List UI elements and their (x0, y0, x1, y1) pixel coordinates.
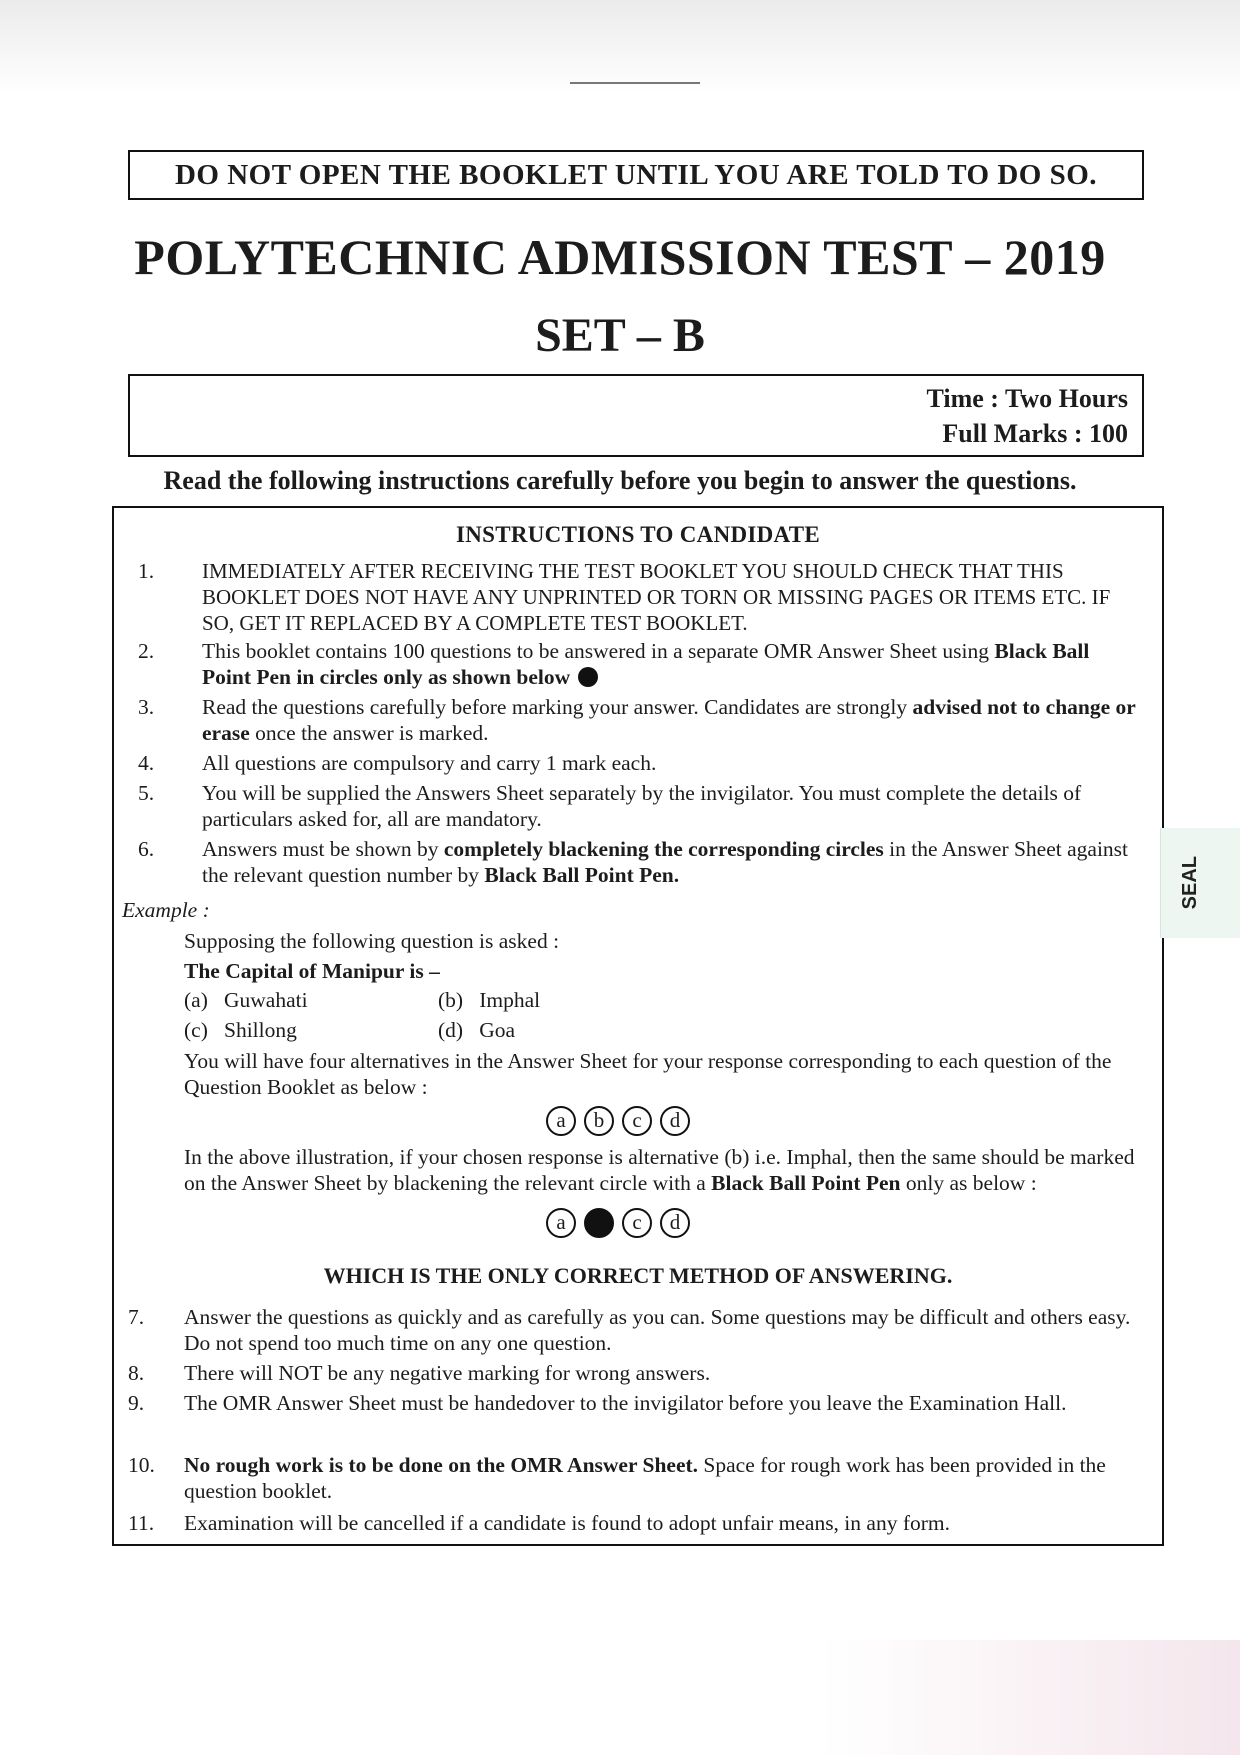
option-text: Guwahati (224, 988, 308, 1012)
filled-circle-icon (584, 1208, 614, 1238)
illustration-text-bold: Black Ball Point Pen (711, 1171, 901, 1195)
time-marks-box (128, 374, 1144, 457)
circle-option-icon: c (622, 1106, 652, 1136)
filled-circle-icon (578, 667, 598, 687)
item-number: 10. (128, 1453, 155, 1477)
illustration-text-part: In the above illustration, if your chosen response is alternative (b) i.e. Imphal, then the same should be marked on the Answer Sheet by blackening the relevant circle with a (184, 1145, 1135, 1195)
item-text (202, 694, 1138, 746)
scan-shadow (820, 1640, 1240, 1755)
item-text (202, 638, 1138, 690)
option-text: Shillong (224, 1018, 297, 1042)
option-key: (a) (184, 988, 208, 1012)
item-text-part: Space for rough work has been provided in the question booklet. (184, 1453, 1106, 1503)
item-text: Answer the questions as quickly and as carefully as you can. Some questions may be difficult and others easy. Do not spend too much time on any one question. (184, 1305, 1131, 1355)
item-number: 11. (128, 1511, 155, 1535)
item-number: 6. (138, 837, 155, 861)
example-label: Example : (122, 898, 210, 922)
item-number: 3. (138, 695, 155, 719)
item-number: 7. (128, 1305, 145, 1329)
item-number: 4. (138, 751, 155, 775)
option-text: Imphal (479, 988, 541, 1012)
item-number: 2. (138, 639, 155, 663)
item-text-part: This booklet contains 100 questions to be answered in a separate OMR Answer Sheet using (202, 639, 989, 663)
time-text: Time : Two Hours (926, 384, 1128, 413)
item-text: All questions are compulsory and carry 1 mark each. (202, 751, 657, 775)
alternatives-text: You will have four alternatives in the Answer Sheet for your response corresponding to each question of the Question Booklet as below : (184, 1049, 1112, 1099)
item-number: 1. (138, 559, 155, 583)
seal-label: SEAL (1179, 856, 1201, 910)
page-title: POLYTECHNIC ADMISSION TEST – 2019 (134, 229, 1106, 285)
item-text: There will NOT be any negative marking for wrong answers. (184, 1361, 711, 1385)
option-d (438, 1018, 515, 1043)
option-b (438, 988, 540, 1013)
item-text: IMMEDIATELY AFTER RECEIVING THE TEST BOOKLET YOU SHOULD CHECK THAT THIS BOOKLET DOES NOT HAVE ANY UNPRINTED OR TORN OR MISSING PAGES OR ITEMS ETC. IF SO, GET IT REPLACED BY A COMPLETE TEST BOOKLET. (202, 559, 1111, 635)
circle-option-icon: a (546, 1106, 576, 1136)
item-text-bold: No rough work is to be done on the OMR Answer Sheet. (184, 1453, 699, 1477)
circle-option-icon: b (584, 1106, 614, 1136)
instructions-heading: INSTRUCTIONS TO CANDIDATE (455, 522, 821, 547)
item-text: You will be supplied the Answers Sheet separately by the invigilator. You must complete the details of particulars asked for, all are mandatory. (202, 781, 1082, 831)
item-number: 9. (128, 1391, 145, 1415)
read-instructions-line: Read the following instructions carefully before you begin to answer the questions. (163, 466, 1077, 495)
answer-circles (546, 1106, 690, 1136)
circle-option-icon: a (546, 1208, 576, 1238)
answer-circles-marked (546, 1208, 690, 1238)
option-key: (b) (438, 988, 464, 1012)
item-text (202, 836, 1138, 888)
full-marks-text: Full Marks : 100 (942, 419, 1128, 448)
seal-tab (1160, 828, 1240, 938)
notice-text: DO NOT OPEN THE BOOKLET UNTIL YOU ARE TOLD TO DO SO. (174, 159, 1098, 191)
item-text-bold: completely blackening the corresponding circles (443, 837, 884, 861)
instructions-box (112, 506, 1164, 1546)
option-key: (c) (184, 1018, 208, 1042)
notice-box (128, 150, 1144, 200)
illustration-text-part: only as below : (905, 1171, 1037, 1195)
example-question: The Capital of Manipur is – (184, 959, 440, 983)
item-text-bold: Black Ball Point Pen in circles only as shown below (202, 639, 1090, 689)
option-a (184, 988, 308, 1013)
item-text: The OMR Answer Sheet must be handedover to the invigilator before you leave the Examination Hall. (184, 1391, 1067, 1415)
item-number: 5. (138, 781, 155, 805)
item-text-part: Read the questions carefully before marking your answer. Candidates are strongly (202, 695, 908, 719)
option-text: Goa (479, 1018, 516, 1042)
option-key: (d) (438, 1018, 464, 1042)
item-text-part: once the answer is marked. (255, 721, 489, 745)
item-text: Examination will be cancelled if a candidate is found to adopt unfair means, in any form. (184, 1511, 950, 1535)
item-number: 8. (128, 1361, 145, 1385)
circle-option-icon: c (622, 1208, 652, 1238)
item-text-part: in the Answer Sheet against the relevant question number by (202, 837, 1129, 887)
example-intro: Supposing the following question is asked : (184, 929, 560, 953)
option-c (184, 1018, 297, 1043)
only-correct-method: WHICH IS THE ONLY CORRECT METHOD OF ANSWERING. (323, 1263, 953, 1288)
item-text-bold: advised not to change or erase (202, 695, 1136, 745)
item-text (184, 1452, 1138, 1504)
scan-line (570, 82, 700, 84)
item-text-bold: Black Ball Point Pen. (484, 863, 680, 887)
set-label: SET – B (535, 309, 705, 362)
circle-option-icon: d (660, 1208, 690, 1238)
item-text-part: Answers must be shown by (202, 837, 439, 861)
illustration-text (184, 1144, 1154, 1196)
circle-option-icon: d (660, 1106, 690, 1136)
scan-shadow (0, 0, 1240, 95)
